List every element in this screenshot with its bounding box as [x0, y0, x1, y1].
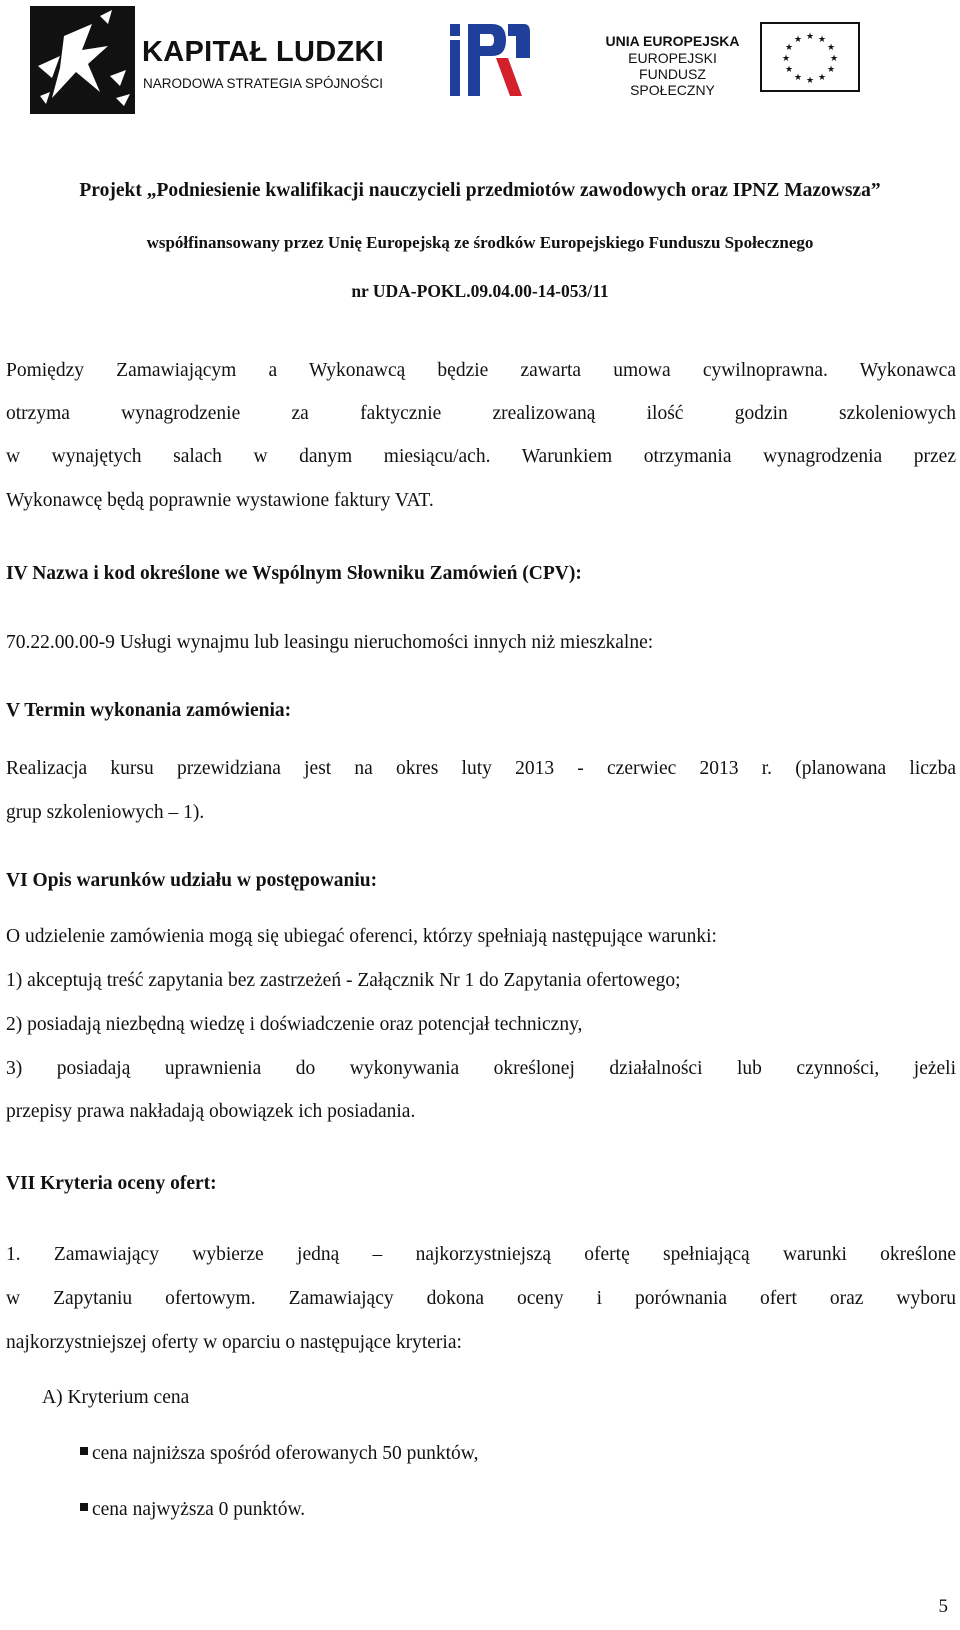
svg-text:★: ★ [793, 73, 803, 83]
intro-line-1: Pomiędzy Zamawiającym a Wykonawcą będzie zawarta umowa cywilnoprawna. Wykonawca [6, 360, 956, 381]
section-7-line-1: 1. Zamawiający wybierze jedną – najkorzystniejszą ofertę spełniającą warunki określone [6, 1244, 956, 1265]
section-6-item-3a: 3) posiadają uprawnienia do wykonywania określonej działalności lub czynności, jeżeli [6, 1058, 956, 1079]
section-7-heading: VII Kryteria oceny ofert: [6, 1173, 217, 1194]
svg-text:★: ★ [784, 43, 794, 53]
section-7-line-3: najkorzystniejszej oferty w oparciu o następujące kryteria: [6, 1332, 462, 1353]
svg-text:★: ★ [826, 43, 836, 53]
section-7-line-2: w Zapytaniu ofertowym. Zamawiający dokona oceny i porównania ofert oraz wyboru [6, 1288, 956, 1309]
eu-logo-line3: FUNDUSZ SPOŁECZNY [630, 66, 715, 98]
svg-text:★: ★ [784, 65, 794, 75]
kapital-ludzki-subtitle: NARODOWA STRATEGIA SPÓJNOŚCI [143, 76, 384, 91]
eu-logo-text [595, 32, 750, 98]
section-6-item-3b: przepisy prawa nakładają obowiązek ich posiadania. [6, 1101, 416, 1122]
bullet-text-1: cena najniższa spośród oferowanych 50 punktów, [92, 1443, 479, 1464]
eu-logo-line2: EUROPEJSKI [628, 50, 717, 66]
svg-text:★: ★ [781, 54, 791, 64]
section-6-heading: VI Opis warunków udziału w postępowaniu: [6, 870, 378, 891]
section-5-heading: V Termin wykonania zamówienia: [6, 700, 292, 721]
square-bullet-icon [80, 1447, 88, 1455]
intro-line-3: w wynajętych salach w danym miesiącu/ach. Warunkiem otrzymania wynagrodzenia przez [6, 446, 956, 467]
intro-line-4: Wykonawcę będą poprawnie wystawione faktury VAT. [6, 490, 434, 511]
svg-text:★: ★ [826, 65, 836, 75]
svg-text:★: ★ [817, 73, 827, 83]
kapital-ludzki-emblem-icon [30, 6, 150, 114]
kapital-ludzki-title: KAPITAŁ LUDZKI [142, 36, 385, 68]
svg-text:★: ★ [793, 35, 803, 45]
list-item [80, 1443, 478, 1465]
section-6-intro: O udzielenie zamówienia mogą się ubiegać oferenci, którzy spełniają następujące warunki: [6, 926, 717, 947]
svg-text:★: ★ [805, 76, 815, 86]
section-4-heading: IV Nazwa i kod określone we Wspólnym Słowniku Zamówień (CPV): [6, 563, 582, 584]
eu-logo [595, 22, 865, 102]
section-6-item-2: 2) posiadają niezbędną wiedzę i doświadczenie oraz potencjał techniczny, [6, 1014, 583, 1035]
svg-text:★: ★ [805, 32, 815, 42]
eu-flag-icon [760, 22, 860, 92]
section-4-text: 70.22.00.00-9 Usługi wynajmu lub leasingu nieruchomości innych niż mieszkalne: [6, 632, 654, 653]
bullet-text-2: cena najwyższa 0 punktów. [92, 1499, 306, 1520]
project-number: nr UDA-POKL.09.04.00-14-053/11 [351, 281, 609, 301]
svg-text:★: ★ [817, 35, 827, 45]
page-number: 5 [938, 1596, 948, 1617]
section-5-line-1: Realizacja kursu przewidziana jest na okres luty 2013 - czerwiec 2013 r. (planowana liczba [6, 758, 956, 779]
square-bullet-icon [80, 1503, 88, 1511]
list-item [80, 1499, 305, 1521]
svg-text:★: ★ [829, 54, 839, 64]
project-title: Projekt „Podniesienie kwalifikacji nauczycieli przedmiotów zawodowych oraz IPNZ Mazowsza” [79, 180, 881, 201]
eu-logo-line1: UNIA EUROPEJSKA [605, 33, 740, 49]
intro-line-2: otrzyma wynagrodzenie za faktycznie zrealizowaną ilość godzin szkoleniowych [6, 403, 956, 424]
kapital-ludzki-logo [30, 6, 390, 114]
criterion-price: A) Kryterium cena [42, 1387, 190, 1408]
section-6-item-1: 1) akceptują treść zapytania bez zastrzeżeń - Załącznik Nr 1 do Zapytania ofertowego; [6, 970, 681, 991]
rp-logo-icon [450, 18, 530, 102]
logo-bar [0, 0, 960, 130]
section-5-line-2: grup szkoleniowych – 1). [6, 802, 205, 823]
cofinancing-note: współfinansowany przez Unię Europejską ze środków Europejskiego Funduszu Społecznego [146, 233, 814, 252]
